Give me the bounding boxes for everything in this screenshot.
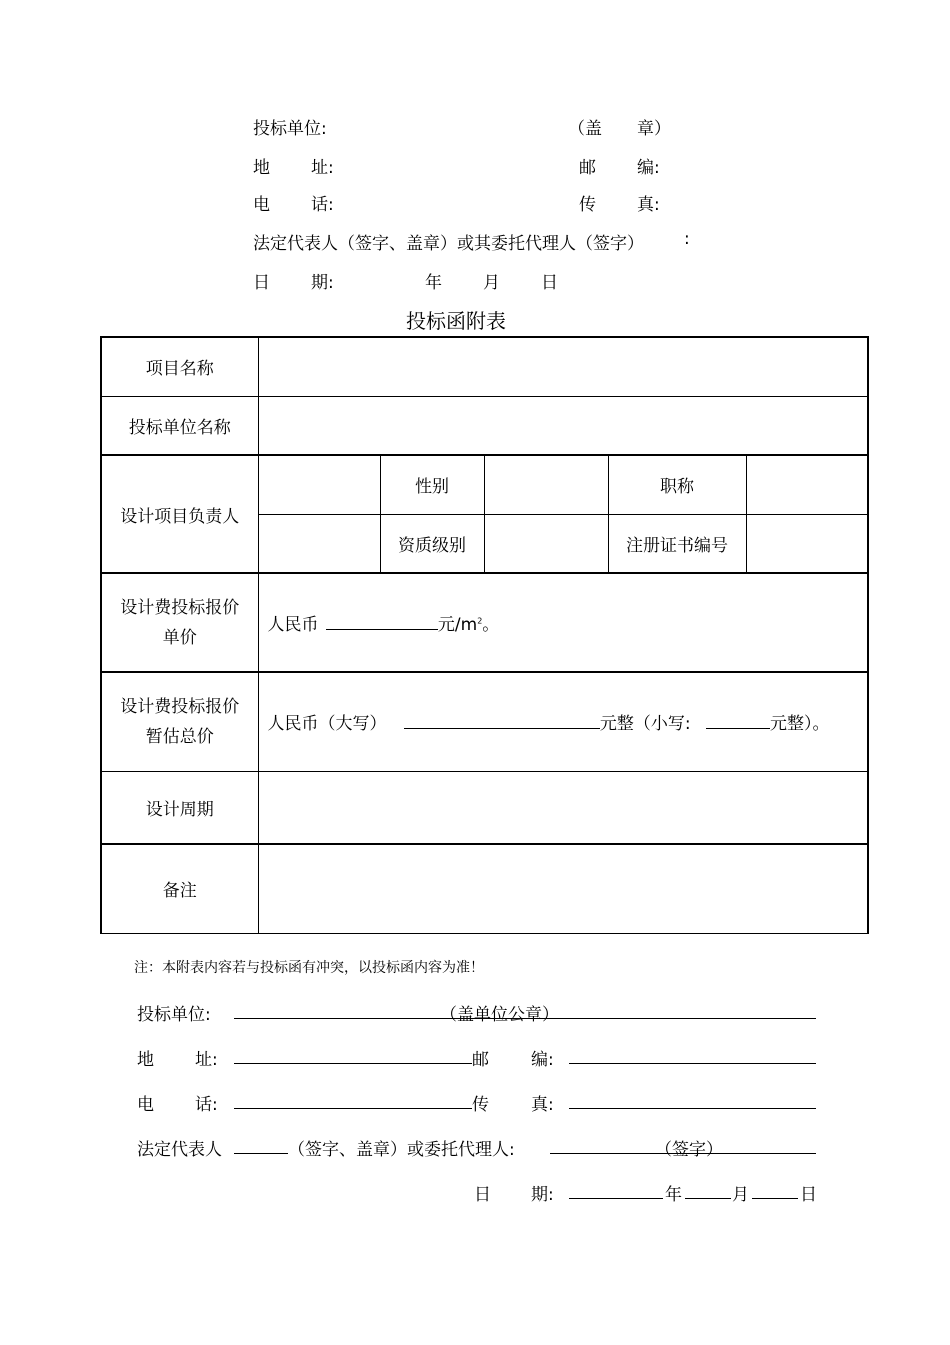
remarks-value[interactable] bbox=[258, 844, 868, 933]
bottom-phone-label-b: 话: bbox=[195, 1095, 218, 1115]
top-bidder-label: 投标单位: bbox=[253, 119, 327, 139]
bottom-year-line[interactable] bbox=[569, 1198, 663, 1199]
bottom-address-line[interactable] bbox=[234, 1063, 472, 1064]
top-fax-label-b: 真: bbox=[637, 195, 660, 215]
gender-value[interactable] bbox=[484, 455, 608, 514]
top-seal-open: （盖 bbox=[568, 119, 602, 139]
unit-price-cell bbox=[258, 573, 868, 672]
bidder-name-value[interactable] bbox=[258, 396, 868, 455]
table-title: 投标函附表 bbox=[406, 309, 506, 333]
qualification-value[interactable] bbox=[484, 514, 608, 573]
bottom-legal-rep-sign: （签字、盖章）或委托代理人: bbox=[288, 1140, 515, 1160]
gender-label: 性别 bbox=[380, 455, 484, 514]
bottom-legal-rep-line[interactable] bbox=[234, 1153, 288, 1154]
total-price-prefix: 人民币（大写） bbox=[267, 714, 387, 735]
bottom-date-label-b: 期: bbox=[531, 1185, 554, 1205]
top-year: 年 bbox=[425, 273, 442, 293]
unit-price-blank[interactable] bbox=[326, 613, 438, 630]
design-lead-extra-value[interactable] bbox=[258, 514, 380, 573]
bidder-name-label: 投标单位名称 bbox=[101, 396, 258, 455]
bottom-postcode-line[interactable] bbox=[569, 1063, 816, 1064]
top-date-label-a: 日 bbox=[253, 273, 270, 293]
qualification-label: 资质级别 bbox=[380, 514, 484, 573]
bottom-day-line[interactable] bbox=[752, 1198, 798, 1199]
design-lead-name-value[interactable] bbox=[258, 455, 380, 514]
design-period-label: 设计周期 bbox=[101, 771, 258, 844]
bottom-agent-sign: （签字） bbox=[655, 1140, 723, 1160]
top-phone-label-a: 电 bbox=[253, 195, 270, 215]
cert-no-value[interactable] bbox=[746, 514, 868, 573]
top-legal-rep-label: 法定代表人（签字、盖章）或其委托代理人（签字） bbox=[253, 234, 644, 254]
top-legal-rep-colon: : bbox=[684, 229, 690, 249]
bottom-phone-label-a: 电 bbox=[137, 1095, 154, 1115]
unit-price-prefix: 人民币 bbox=[267, 615, 319, 635]
top-month: 月 bbox=[483, 273, 500, 293]
total-price-uppercase-blank[interactable] bbox=[404, 712, 600, 729]
bottom-fax-label-a: 传 bbox=[472, 1095, 489, 1115]
top-address-label-a: 地 bbox=[253, 158, 270, 178]
bottom-date-label-a: 日 bbox=[474, 1185, 491, 1205]
cert-no-label: 注册证书编号 bbox=[608, 514, 746, 573]
remarks-label: 备注 bbox=[101, 844, 258, 933]
job-title-value[interactable] bbox=[746, 455, 868, 514]
total-price-label bbox=[101, 672, 258, 771]
unit-price-end: 。 bbox=[482, 615, 500, 635]
unit-price-label bbox=[101, 573, 258, 672]
unit-price-unit: 元/m bbox=[437, 615, 478, 635]
total-price-end: 元整）。 bbox=[770, 714, 830, 735]
unit-price-label-line2: 单价 bbox=[162, 627, 197, 648]
bottom-month: 月 bbox=[732, 1185, 749, 1205]
unit-price-sup: 2 bbox=[477, 616, 483, 626]
project-name-value[interactable] bbox=[258, 337, 868, 396]
total-price-label-line1: 设计费投标报价 bbox=[120, 696, 240, 717]
design-lead-label: 设计项目负责人 bbox=[101, 455, 258, 573]
table-note: 注：本附表内容若与投标函有冲突，以投标函内容为准！ bbox=[134, 960, 484, 976]
top-postcode-label-a: 邮 bbox=[579, 158, 596, 178]
bottom-seal-text: （盖单位公章） bbox=[440, 1005, 559, 1025]
top-seal-close: 章） bbox=[637, 119, 671, 139]
top-address-label-b: 址: bbox=[311, 158, 334, 178]
bottom-legal-rep-label: 法定代表人 bbox=[137, 1140, 222, 1160]
bottom-postcode-label-a: 邮 bbox=[472, 1050, 489, 1070]
top-postcode-label-b: 编: bbox=[637, 158, 660, 178]
design-period-value[interactable] bbox=[258, 771, 868, 844]
job-title-label: 职称 bbox=[608, 455, 746, 514]
bottom-address-label-b: 址: bbox=[195, 1050, 218, 1070]
total-price-mid: 元整（小写: bbox=[599, 714, 691, 735]
top-day: 日 bbox=[541, 273, 558, 293]
bottom-fax-label-b: 真: bbox=[531, 1095, 554, 1115]
total-price-cell bbox=[258, 672, 868, 771]
bottom-postcode-label-b: 编: bbox=[531, 1050, 554, 1070]
unit-price-label-line1: 设计费投标报价 bbox=[120, 597, 240, 618]
bid-appendix-table bbox=[100, 336, 869, 934]
top-phone-label-b: 话: bbox=[311, 195, 334, 215]
project-name-label: 项目名称 bbox=[101, 337, 258, 396]
bottom-fax-line[interactable] bbox=[569, 1108, 816, 1109]
bottom-bidder-label: 投标单位: bbox=[137, 1005, 211, 1025]
bottom-phone-line[interactable] bbox=[234, 1108, 472, 1109]
total-price-label-line2: 暂估总价 bbox=[145, 726, 214, 747]
top-date-label-b: 期: bbox=[311, 273, 334, 293]
bottom-year: 年 bbox=[665, 1185, 682, 1205]
top-fax-label-a: 传 bbox=[579, 195, 596, 215]
bottom-month-line[interactable] bbox=[685, 1198, 731, 1199]
bottom-day: 日 bbox=[800, 1185, 817, 1205]
bottom-address-label-a: 地 bbox=[137, 1050, 154, 1070]
total-price-lowercase-blank[interactable] bbox=[706, 712, 770, 729]
